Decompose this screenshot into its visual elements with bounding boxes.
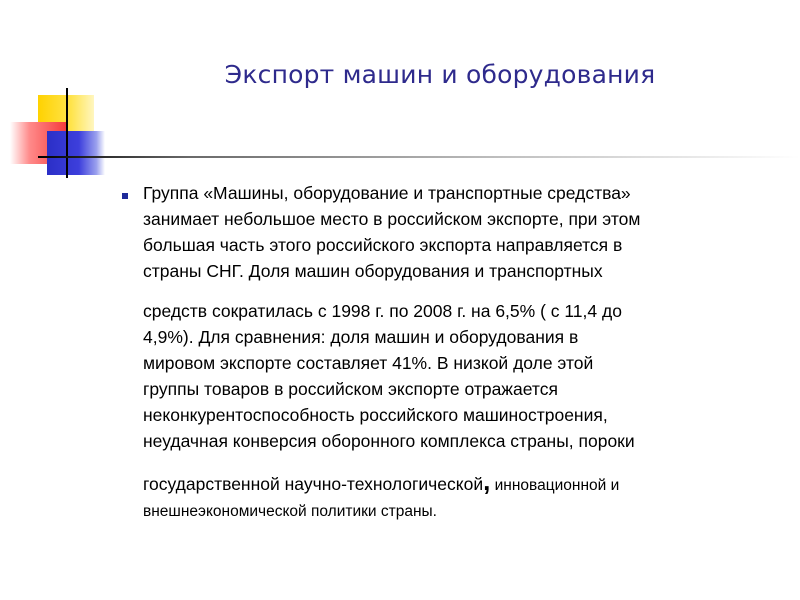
body-line: Группа «Машины, оборудование и транспортные средства» [143,183,631,203]
body-line-mixed [143,468,783,499]
bullet-square-icon [122,193,128,199]
body-line: мировом экспорте составляет 41%. В низкой доле этой [143,353,594,373]
decorative-logo [0,0,120,190]
body-line: средств сократилась с 1998 г. по 2008 г. на 6,5% ( с 11,4 до [143,301,622,321]
body-line: занимает небольшое место в российском экспорте, при этом [143,209,641,229]
body-line: неудачная конверсия оборонного комплекса страны, пороки [143,431,635,451]
body-line-part: инновационной и [490,477,620,494]
body-line: страны СНГ. Доля машин оборудования и транспортных [143,261,603,281]
body-line: большая часть этого российского экспорта направляется в [143,235,623,255]
body-line: 4,9%). Для сравнения: доля машин и оборудования в [143,327,579,347]
body-line-comma: , [483,466,491,496]
body-paragraph [143,180,783,525]
slide-title: Экспорт машин и оборудования [224,60,656,89]
logo-blue-square [47,131,105,175]
title-divider [38,156,800,158]
logo-vertical-line [66,88,68,178]
body-line: внешнеэкономической политики страны. [143,503,437,520]
body-line-part: государственной научно-технологической [143,474,484,494]
body-line: группы товаров в российском экспорте отражается [143,379,558,399]
body-line: неконкурентоспособность российского машиностроения, [143,405,608,425]
